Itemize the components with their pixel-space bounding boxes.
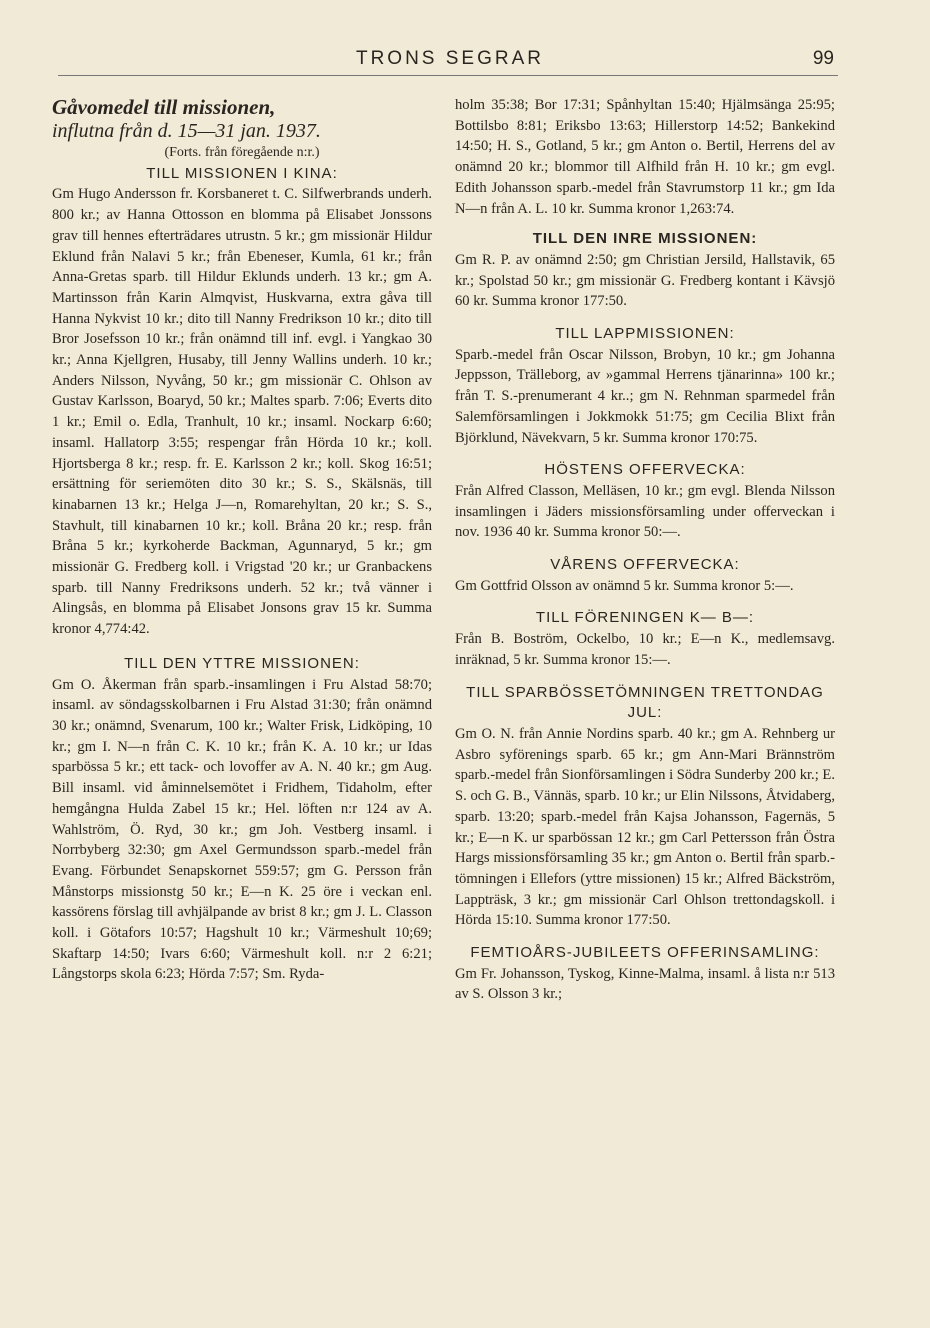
page-number: 99	[812, 48, 834, 69]
section-heading-lapp: TILL LAPPMISSIONEN:	[555, 325, 735, 343]
section-text-continued: holm 35:38; Bor 17:31; Spånhyltan 15:40; Hjälmsänga 25:95; Bottilsbo 8:81; Eriksbo 13:63; Hillerstorp 14:52; Bankekind 14:50; H. S., Gotland, 5 kr.; gm Anton o. Bertil, Herrens del av onämnd 20 kr.; blommor till Alfhild från H. 10 kr.; gm evgl. Edith Johansson sparb.-medel från Stavrumstorp 11 kr.; gm Ida N—n från A. L. 10 kr. Summa kronor 1,263:74.	[455, 97, 835, 217]
header-rule	[58, 75, 838, 76]
section-text-kina: Gm Hugo Andersson fr. Korsbaneret t. C. Silfwerbrands underh. 800 kr.; av Hanna Ottosson en blomma på Elisabet Jonssons grav till hennes efterträdares utrustn. 5 kr.; gm missionär Hildur Eklund från Nalavi 5 kr.; från Ebeneser, Kumla, 61 kr.; från Anna-Gretas sparb. till Hildur Eklunds underh. 13 kr.; gm A. Martinsson från Karin Almqvist, Huskvarna, extra gåva till Hanna Nykvist 10 kr.; dito till Nanny Fredrikson 10 kr.; dito till Bror Josefsson 10 kr.; från onämnd till inf. evgl. i Yangkao 30 kr.; Anna Kjellgren, Husaby, till Jenny Wallins underh. 10 kr.; Anders Nilsson, Nyvång, 50 kr.; gm missionär C. Ohlson av Gustav Karlsson, Boaryd, 50 kr.; Maltes sparb. 7:06; Everts dito 1 kr.; Emil o. Edla, Tranhult, 10 kr.; insaml. Nockarp 6:60; insaml. Hallatorp 3:55; respengar från Hörda 10 kr.; koll. Hjortsberga 8 kr.; resp. fr. E. Karlsson 2 kr.; koll. Skog 16:51; ersättning för seriemöten dito 30 kr.; S. S., Skälsnäs, till kinabarnen 13 kr.; Helga J—n, Romarehyltan, 20 kr.; S. S., Stavhult, till kinabarnen 10 kr.; koll. Bråna 20 kr.; resp. från Bråna 5 kr.; kyrkoherde Backman, Agunnaryd, 5 kr.; gm missionär G. Fredberg koll. i Vrigstad '20 kr.; ur Granbackens sparb. till Nanny Fredriksons underh. 52 kr.; två vänner i Alingsås, en blomma på Elisabet Jonsons grav 15 kr. Summa kronor 4,774:42.	[52, 186, 432, 638]
section-heading-inre: TILL DEN INRE MISSIONEN:	[532, 230, 758, 248]
section-heading-jubel: FEMTIOÅRS-JUBILEETS OFFERINSAMLING:	[470, 944, 820, 962]
section-heading-kina: TILL MISSIONEN I KINA:	[146, 164, 338, 182]
section-heading-sparb: TILL SPARBÖSSETÖMNINGEN TRETTONDAG JUL:	[466, 683, 824, 722]
section-text-var: Gm Gottfrid Olsson av onämnd 5 kr. Summa kronor 5:—.	[455, 577, 794, 594]
section-text-lapp: Sparb.-medel från Oscar Nilsson, Brobyn, 10 kr.; gm Johanna Jeppsson, Trälleborg, av »gammal Herrens tjänarinna» 100 kr.; från T. S.-prenumerant 4 kr..; gm N. Rehnman sparmedel från Salemförsamlingen i Jokkmokk 51:75; gm Cecilia Blixt från Björklund, Nävekvarn, 5 kr. Summa kronor 170:75.	[455, 346, 835, 446]
continuation-note: (Forts. från föregående n:r.)	[164, 145, 320, 160]
running-title: TRONS SEGRAR	[355, 48, 545, 69]
section-text-foren: Från B. Boström, Ockelbo, 10 kr.; E—n K., medlemsavg. inräknad, 5 kr. Summa kronor 15:—.	[455, 631, 835, 668]
section-text-sparb: Gm O. N. från Annie Nordins sparb. 40 kr.; gm A. Rehnberg ur Asbro syförenings sparb. 65 kr.; gm Ann-Mari Brännström sparb.-medel från Sionförsamlingen i Södra Sunderby 200 kr.; E. S. och G. B., Vännäs, sparb. 10 kr.; ur Elin Nilssons, Åtvidaberg, sparb. 13:20; sparb.-medel från Kajsa Johansson, Fagernäs, 5 kr.; E—n K. ur sparbössan 12 kr.; gm Carl Pettersson från Östra Hargs missionsförsamling 35 kr.; gm Anton o. Bertil från sparb.-tömningen i Ellefors (yttre missionen) 15 kr.; Alfred Bäckström, Lappträsk, 3 kr.; gm missionär Carl Ohlson trettondagskoll. i Hörda 15:10. Summa kronor 177:50.	[455, 725, 835, 929]
section-heading-host: HÖSTENS OFFERVECKA:	[544, 461, 746, 479]
section-text-inre: Gm R. P. av onämnd 2:50; gm Christian Jersild, Hallstavik, 65 kr.; Spolstad 50 kr.; gm missionär G. Fredberg kontant i Kävsjö 60 kr. Summa kronor 177:50.	[455, 251, 835, 310]
section-text-host: Från Alfred Classon, Melläsen, 10 kr.; gm evgl. Blenda Nilsson insamlingen i Jäders missionsförsamling under offerveckan i nov. 1936 40 kr. Summa kronor 50:—.	[455, 482, 835, 541]
section-heading-yttre: TILL DEN YTTRE MISSIONEN:	[124, 654, 360, 672]
right-column	[455, 95, 835, 1005]
headline: Gåvomedel till missionen,	[52, 95, 276, 119]
section-text-yttre: Gm O. Åkerman från sparb.-insamlingen i Fru Alstad 58:70; insaml. av söndagsskolbarnen i Fru Alstad 31:30; från onämnd 30 kr.; onämnd, Svenarum, 100 kr.; Walter Frisk, Lidköping, 10 kr.; gm I. N—n från C. K. 10 kr.; från K. A. 10 kr.; ur Idas sparbössa 5 kr.; ett tack- och lovoffer av A. N. 40 kr.; gm Aug. Bill insaml. vid åminnelsemötet i Fridhem, Tidaholm, efter hemgångna Hulda Zabel 15 kr.; Hel. löften n:r 124 av A. Wahlström, Ö. Ryd, 30 kr.; gm Joh. Vestberg insaml. i Norrbyberg 32:30; gm Axel Germundsson sparb.-medel från Evang. Förbundet Senapskornet 559:57; gm G. Persson från Månstorps missionstg 50 kr.; E—n K. 25 öre i veckan enl. kassörens förslag till avhjälpande av brist 8 kr.; gm J. L. Classon koll. i Götafors 10:57; Hagshult 10 kr.; Värmeshult 10;69; Skaftarp 14:50; Ivars 6:60; Värmeshult koll. n:r 2 6:21; Långstorps skola 6:23; Hörda 7:57; Sm. Ryda-	[52, 676, 432, 983]
section-text-jubel: Gm Fr. Johansson, Tyskog, Kinne-Malma, insaml. å lista n:r 513 av S. Olsson 3 kr.;	[455, 965, 835, 1003]
section-heading-foren: TILL FÖRENINGEN K— B—:	[535, 609, 755, 627]
subhead: influtna från d. 15—31 jan. 1937.	[52, 120, 321, 142]
left-column	[52, 95, 432, 985]
section-heading-var: VÅRENS OFFERVECKA:	[550, 556, 740, 574]
